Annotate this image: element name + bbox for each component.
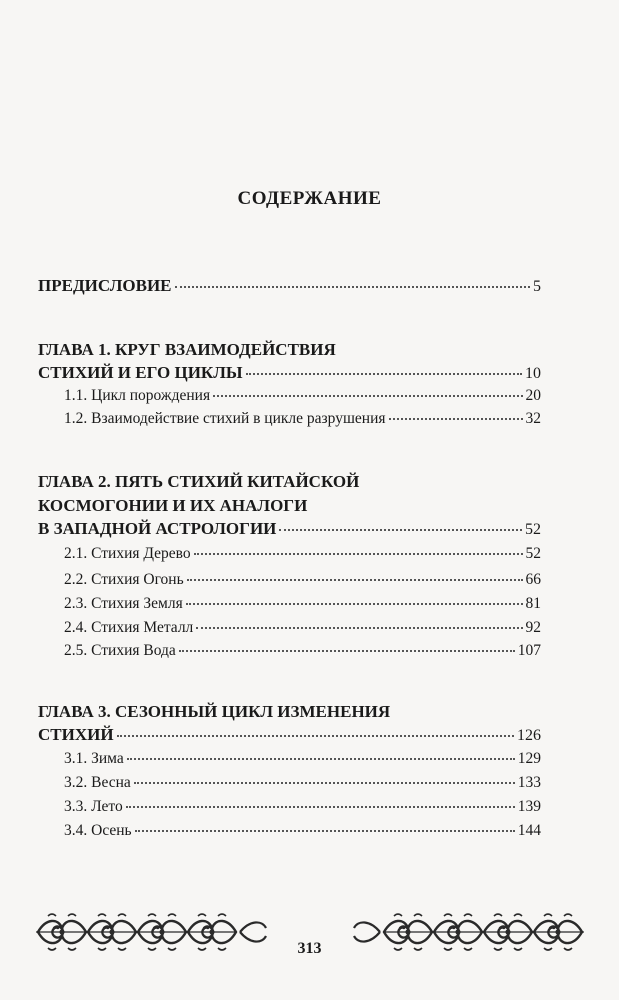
toc-entry-chapter-3 bbox=[38, 725, 541, 746]
toc-entry-section bbox=[64, 409, 541, 429]
toc-entry-label: 1.1. Цикл порождения bbox=[64, 387, 211, 404]
toc-entry-page: 10 bbox=[525, 365, 541, 382]
toc-entry-label: 3.4. Осень bbox=[64, 822, 132, 839]
toc-entry-label: 2.3. Стихия Земля bbox=[64, 595, 183, 612]
dot-leader bbox=[186, 603, 523, 605]
toc-entry-label: 3.3. Лето bbox=[64, 798, 123, 815]
toc-entry-page: 20 bbox=[525, 387, 541, 404]
chapter-2-heading-line2: КОСМОГОНИИ И ИХ АНАЛОГИ bbox=[38, 496, 308, 515]
dot-leader bbox=[126, 806, 515, 808]
chapter-3-heading: ГЛАВА 3. СЕЗОННЫЙ ЦИКЛ ИЗМЕНЕНИЯ bbox=[38, 702, 391, 721]
toc-entry-page: 107 bbox=[517, 642, 541, 659]
toc-entry-page: 144 bbox=[517, 822, 541, 839]
toc-entry-chapter-2 bbox=[38, 519, 541, 540]
dot-leader bbox=[134, 782, 515, 784]
toc-entry-label: 2.5. Стихия Вода bbox=[64, 642, 176, 659]
toc-entry-preface bbox=[38, 276, 541, 297]
dot-leader bbox=[187, 579, 523, 581]
toc-entry-section bbox=[64, 544, 541, 564]
dot-leader bbox=[135, 830, 515, 832]
toc-entry-section bbox=[64, 618, 541, 638]
toc-entry-page: 66 bbox=[525, 571, 541, 588]
toc-entry-section bbox=[64, 594, 541, 614]
chapter-2-heading: ГЛАВА 2. ПЯТЬ СТИХИЙ КИТАЙСКОЙ bbox=[38, 472, 360, 491]
toc-entry-label: 2.1. Стихия Дерево bbox=[64, 545, 191, 562]
dot-leader bbox=[196, 627, 522, 629]
toc-entry-section bbox=[64, 641, 541, 661]
page-title: СОДЕРЖАНИЕ bbox=[237, 188, 382, 209]
toc-entry-label: В ЗАПАДНОЙ АСТРОЛОГИИ bbox=[38, 519, 277, 538]
dot-leader bbox=[194, 553, 523, 555]
toc-entry-label: 3.1. Зима bbox=[64, 750, 124, 767]
toc-entry-label: 1.2. Взаимодействие стихий в цикле разрушения bbox=[64, 410, 386, 427]
toc-entry-page: 81 bbox=[525, 595, 541, 612]
toc-entry-page: 133 bbox=[517, 774, 541, 791]
dot-leader bbox=[117, 735, 514, 737]
dot-leader bbox=[279, 529, 522, 531]
dot-leader bbox=[213, 395, 522, 397]
page-number: 313 bbox=[297, 940, 322, 957]
toc-entry-label: СТИХИЙ И ЕГО ЦИКЛЫ bbox=[38, 363, 243, 382]
toc-entry-section bbox=[64, 797, 541, 817]
toc-entry-section bbox=[64, 821, 541, 841]
toc-entry-label: 3.2. Весна bbox=[64, 774, 131, 791]
dot-leader bbox=[389, 418, 523, 420]
toc-entry-section bbox=[64, 386, 541, 406]
toc-entry-page: 126 bbox=[517, 727, 541, 744]
dot-leader bbox=[179, 650, 515, 652]
dot-leader bbox=[246, 373, 522, 375]
toc-entry-label: ПРЕДИСЛОВИЕ bbox=[38, 276, 172, 295]
toc-entry-chapter-1 bbox=[38, 363, 541, 384]
toc-entry-page: 32 bbox=[525, 410, 541, 427]
toc-entry-section bbox=[64, 749, 541, 769]
toc-entry-label: 2.2. Стихия Огонь bbox=[64, 571, 184, 588]
toc-entry-page: 139 bbox=[517, 798, 541, 815]
dot-leader bbox=[175, 286, 530, 288]
toc-entry-label: СТИХИЙ bbox=[38, 725, 114, 744]
toc-entry-section bbox=[64, 773, 541, 793]
toc-entry-page: 129 bbox=[517, 750, 541, 767]
toc-entry-page: 52 bbox=[525, 545, 541, 562]
toc-entry-page: 92 bbox=[525, 619, 541, 636]
toc-entry-page: 52 bbox=[525, 521, 541, 538]
chapter-1-heading: ГЛАВА 1. КРУГ ВЗАИМОДЕЙСТВИЯ bbox=[38, 340, 336, 359]
toc-entry-label: 2.4. Стихия Металл bbox=[64, 619, 194, 636]
dot-leader bbox=[127, 758, 515, 760]
toc-entry-section bbox=[64, 570, 541, 590]
toc-entry-page: 5 bbox=[533, 278, 541, 295]
